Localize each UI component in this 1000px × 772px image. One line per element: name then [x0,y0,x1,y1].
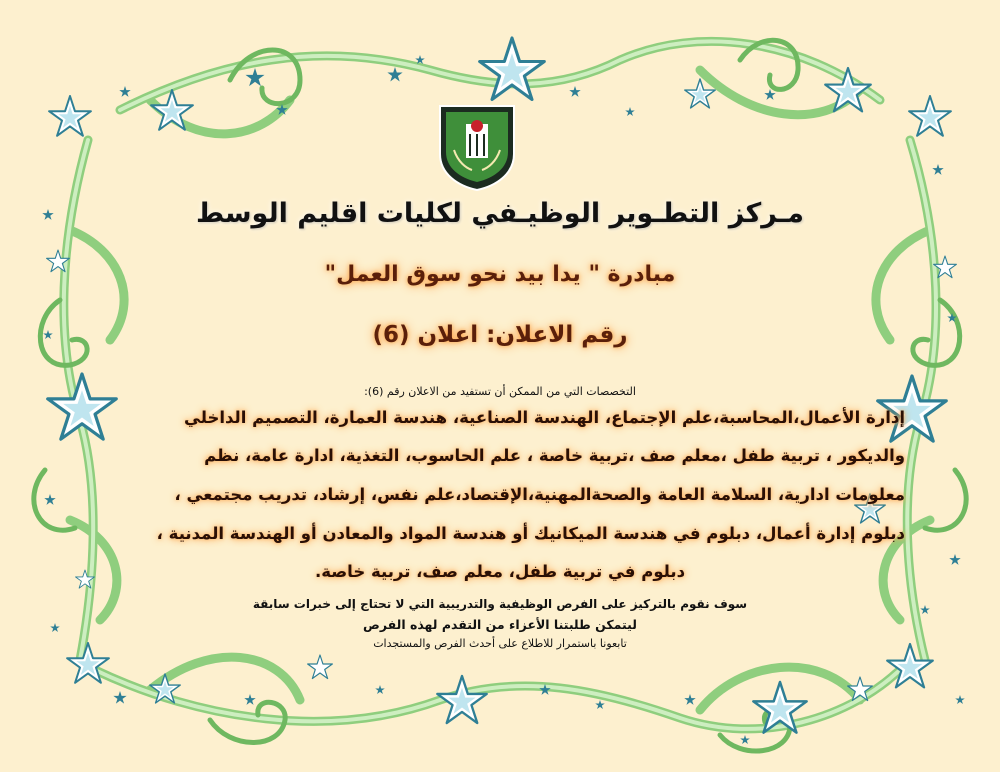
initiative-title: مبادرة " يدا بيد نحو سوق العمل" [324,262,676,287]
footer-note: ليتمكن طلبتنا الأعزاء من التقدم لهذه الفرص [363,617,637,632]
specializations-line: والديكور ، تربية طفل ،معلم صف ،تربية خاصة ، علم الحاسوب، التغذية، ادارة عامة، نظم [204,446,905,465]
specializations-intro: التخصصات التي من الممكن أن تستفيد من الاعلان رقم (6): [364,385,636,398]
specializations-line: دبلوم إدارة أعمال، دبلوم في هندسة الميكانيك أو هندسة المواد والمعادن أو الهندسة المدنية ، [156,524,905,543]
footer-note: تابعونا باستمرار للاطلاع على أحدث الفرص والمستجدات [373,637,627,650]
center-title: مـركز التطـوير الوظيـفي لكليات اقليم الوسط [196,198,804,229]
specializations-line: إدارة الأعمال،المحاسبة،علم الإجتماع، الهندسة الصناعية، هندسة العمارة، التصميم الداخلي [184,408,905,427]
specializations-line: دبلوم في تربية طفل، معلم صف، تربية خاصة. [314,562,686,581]
specializations-line: معلومات ادارية، السلامة العامة والصحةالمهنية،الإقتصاد،علم نفس، إرشاد، تدريب مجتمعي ، [174,485,905,504]
footer-note: سوف نقوم بالتركيز على الفرص الوظيفية والتدريبية التي لا تحتاج إلى خبرات سابقة [252,597,748,611]
announcement-number: رقم الاعلان: اعلان (6) [372,322,628,348]
